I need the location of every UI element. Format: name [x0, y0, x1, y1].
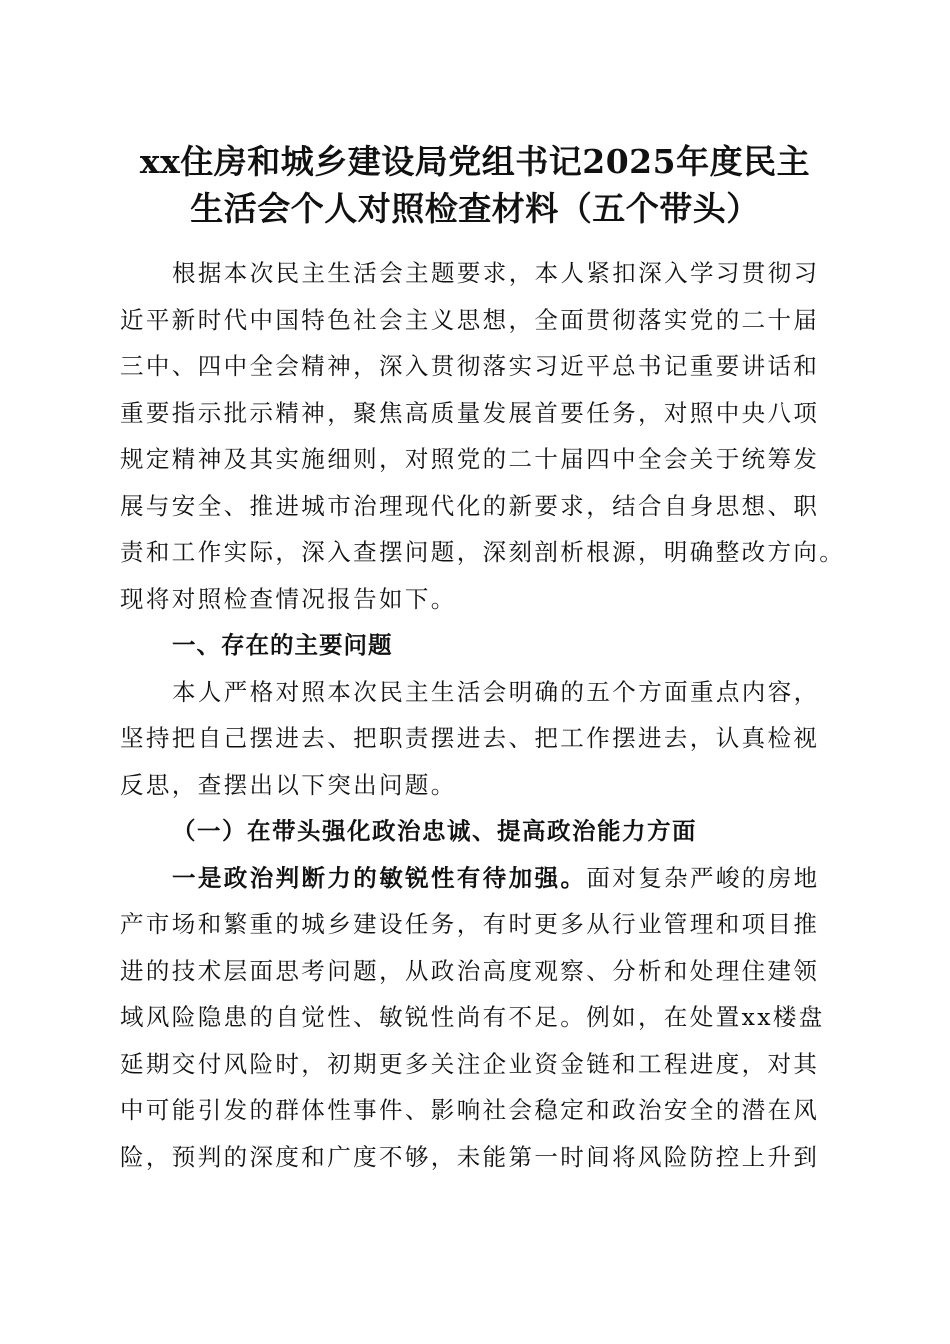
intro-line: 责和工作实际，深入查摆问题，深刻剖析根源，明确整改方向。 [120, 538, 846, 566]
document-body [120, 250, 846, 1180]
document-title [90, 138, 860, 232]
section-line: 反思，查摆出以下突出问题。 [120, 770, 457, 799]
point-line: 延期交付风险时，初期更多关注企业资金链和工程进度，对其 [120, 1049, 820, 1078]
subsection-heading: （一）在带头强化政治忠诚、提高政治能力方面 [172, 817, 697, 845]
intro-line: 三中、四中全会精神，深入贯彻落实习近平总书记重要讲话和 [120, 352, 820, 380]
point-first-line [120, 855, 840, 902]
point-line: 产市场和繁重的城乡建设任务，有时更多从行业管理和项目推 [120, 910, 820, 938]
point-lead-rest: 面对复杂严峻的房地 [586, 863, 820, 892]
intro-line: 根据本次民主生活会主题要求，本人紧扣深入学习贯彻习 [172, 259, 820, 287]
section-line: 本人严格对照本次民主生活会明确的五个方面重点内容， [172, 677, 820, 706]
point-lead: 一是政治判断力的敏锐性有待加强。 [172, 863, 587, 892]
title-line-1: xx住房和城乡建设局党组书记2025年度民主 [139, 142, 811, 181]
point-line: 域风险隐患的自觉性、敏锐性尚有不足。例如，在处置xx楼盘 [120, 1003, 825, 1031]
intro-line: 规定精神及其实施细则，对照党的二十届四中全会关于统筹发 [120, 445, 820, 473]
section-heading: 一、存在的主要问题 [172, 631, 393, 659]
intro-line: 展与安全、推进城市治理现代化的新要求，结合自身思想、职 [120, 491, 820, 520]
section-line: 坚持把自己摆进去、把职责摆进去、把工作摆进去，认真检视 [120, 724, 820, 752]
title-line-2: 生活会个人对照检查材料（五个带头） [190, 189, 760, 228]
intro-line: 近平新时代中国特色社会主义思想，全面贯彻落实党的二十届 [120, 305, 820, 334]
intro-line: 现将对照检查情况报告如下。 [120, 584, 457, 613]
intro-line: 重要指示批示精神，聚焦高质量发展首要任务，对照中央八项 [120, 398, 820, 427]
point-line: 中可能引发的群体性事件、影响社会稳定和政治安全的潜在风 [120, 1096, 820, 1124]
point-line: 险，预判的深度和广度不够，未能第一时间将风险防控上升到 [120, 1142, 820, 1171]
point-line: 进的技术层面思考问题，从政治高度观察、分析和处理住建领 [120, 956, 820, 985]
